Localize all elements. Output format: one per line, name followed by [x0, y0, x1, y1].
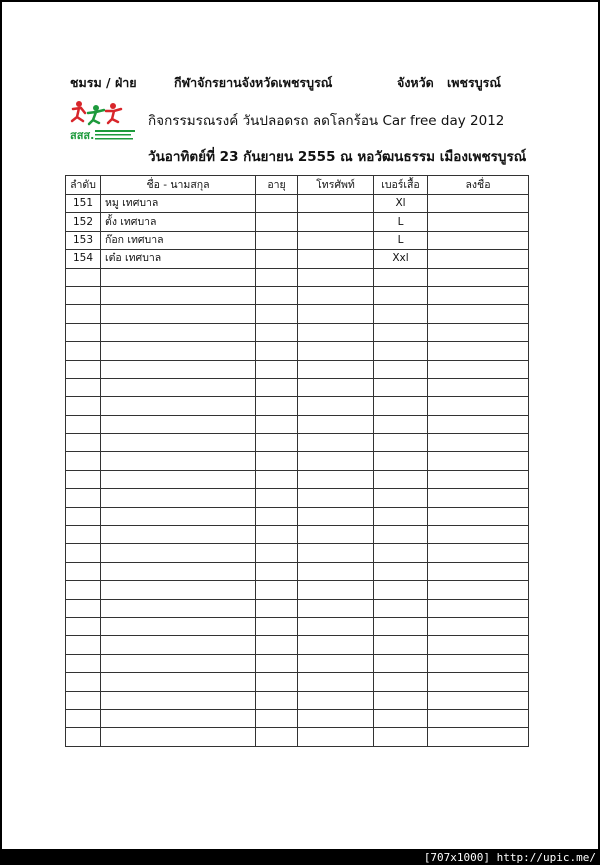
empty-cell — [374, 286, 428, 304]
empty-cell — [298, 452, 374, 470]
empty-cell — [374, 360, 428, 378]
empty-cell — [66, 323, 101, 341]
empty-cell — [66, 599, 101, 617]
empty-cell — [101, 305, 256, 323]
activity-title: กิจกรรมรณรงค์ วันปลอดรถ ลดโลกร้อน Car free day 2012 — [148, 113, 505, 129]
empty-cell — [428, 526, 529, 544]
empty-cell — [66, 581, 101, 599]
empty-cell — [374, 378, 428, 396]
empty-cell — [256, 709, 298, 727]
empty-cell — [298, 544, 374, 562]
empty-cell — [428, 323, 529, 341]
empty-cell — [428, 305, 529, 323]
empty-cell — [374, 507, 428, 525]
row-age — [256, 250, 298, 268]
empty-cell — [298, 470, 374, 488]
empty-cell — [374, 268, 428, 286]
empty-cell — [66, 544, 101, 562]
empty-cell — [428, 342, 529, 360]
empty-cell — [101, 268, 256, 286]
empty-cell — [298, 709, 374, 727]
empty-cell — [374, 562, 428, 580]
province-value: เพชรบูรณ์ — [447, 75, 501, 90]
empty-cell — [101, 342, 256, 360]
empty-cell — [101, 286, 256, 304]
empty-row — [66, 268, 529, 286]
empty-cell — [256, 654, 298, 672]
empty-cell — [101, 489, 256, 507]
empty-row — [66, 562, 529, 580]
empty-cell — [374, 526, 428, 544]
empty-cell — [374, 636, 428, 654]
table-header-row — [66, 176, 529, 195]
empty-row — [66, 507, 529, 525]
empty-cell — [256, 636, 298, 654]
empty-cell — [66, 268, 101, 286]
empty-cell — [101, 617, 256, 635]
empty-cell — [374, 397, 428, 415]
empty-cell — [256, 342, 298, 360]
col-header-phone: โทรศัพท์ — [298, 176, 374, 195]
empty-cell — [298, 323, 374, 341]
empty-cell — [374, 470, 428, 488]
svg-text:สสส.: สสส. — [70, 129, 95, 142]
empty-row — [66, 544, 529, 562]
empty-row — [66, 286, 529, 304]
empty-row — [66, 470, 529, 488]
empty-cell — [66, 636, 101, 654]
empty-cell — [428, 599, 529, 617]
empty-cell — [101, 654, 256, 672]
empty-cell — [101, 397, 256, 415]
empty-cell — [256, 489, 298, 507]
empty-cell — [66, 728, 101, 746]
empty-cell — [298, 673, 374, 691]
empty-cell — [66, 526, 101, 544]
registration-table — [65, 175, 529, 747]
empty-cell — [101, 323, 256, 341]
empty-cell — [298, 397, 374, 415]
empty-cell — [428, 360, 529, 378]
row-shirt-size: Xxl — [374, 250, 428, 268]
table-row — [66, 213, 529, 231]
empty-cell — [428, 673, 529, 691]
row-shirt-size: Xl — [374, 195, 428, 213]
empty-cell — [101, 415, 256, 433]
empty-cell — [298, 691, 374, 709]
empty-cell — [298, 617, 374, 635]
empty-cell — [298, 305, 374, 323]
empty-cell — [298, 434, 374, 452]
empty-cell — [298, 636, 374, 654]
empty-cell — [298, 581, 374, 599]
empty-cell — [66, 378, 101, 396]
row-age — [256, 231, 298, 249]
empty-cell — [428, 709, 529, 727]
row-shirt-size: L — [374, 231, 428, 249]
table-row — [66, 231, 529, 249]
empty-row — [66, 378, 529, 396]
club-value: กีฬาจักรยานจังหวัดเพชรบูรณ์ — [174, 75, 333, 90]
empty-cell — [298, 378, 374, 396]
empty-row — [66, 599, 529, 617]
event-date-venue: วันอาทิตย์ที่ 23 กันยายน 2555 ณ หอวัฒนธรรม เมืองเพชรบูรณ์ — [148, 149, 527, 165]
empty-cell — [428, 728, 529, 746]
club-label: ชมรม / ฝ่าย — [70, 75, 137, 90]
empty-cell — [374, 323, 428, 341]
empty-cell — [66, 709, 101, 727]
row-shirt-size: L — [374, 213, 428, 231]
empty-cell — [428, 452, 529, 470]
empty-cell — [298, 728, 374, 746]
row-signature — [428, 250, 529, 268]
empty-cell — [101, 581, 256, 599]
row-phone — [298, 195, 374, 213]
row-signature — [428, 195, 529, 213]
empty-cell — [428, 544, 529, 562]
empty-cell — [428, 636, 529, 654]
empty-cell — [256, 452, 298, 470]
empty-cell — [101, 691, 256, 709]
empty-cell — [428, 562, 529, 580]
empty-cell — [66, 562, 101, 580]
empty-row — [66, 691, 529, 709]
table-row — [66, 250, 529, 268]
empty-row — [66, 434, 529, 452]
empty-cell — [298, 415, 374, 433]
empty-row — [66, 636, 529, 654]
empty-row — [66, 360, 529, 378]
empty-cell — [101, 562, 256, 580]
empty-row — [66, 526, 529, 544]
empty-cell — [256, 526, 298, 544]
row-age — [256, 213, 298, 231]
empty-cell — [428, 397, 529, 415]
empty-cell — [374, 691, 428, 709]
empty-row — [66, 617, 529, 635]
empty-row — [66, 673, 529, 691]
empty-cell — [256, 691, 298, 709]
empty-cell — [428, 434, 529, 452]
empty-cell — [298, 599, 374, 617]
empty-cell — [101, 470, 256, 488]
empty-row — [66, 581, 529, 599]
row-no: 151 — [66, 195, 101, 213]
col-header-no: ลำดับ — [66, 176, 101, 195]
row-signature — [428, 213, 529, 231]
empty-cell — [374, 452, 428, 470]
empty-cell — [374, 305, 428, 323]
col-header-age: อายุ — [256, 176, 298, 195]
empty-row — [66, 305, 529, 323]
empty-cell — [101, 434, 256, 452]
col-header-name: ชื่อ - นามสกุล — [101, 176, 256, 195]
empty-row — [66, 323, 529, 341]
empty-cell — [428, 415, 529, 433]
empty-cell — [101, 378, 256, 396]
empty-cell — [298, 654, 374, 672]
empty-cell — [66, 691, 101, 709]
empty-cell — [428, 691, 529, 709]
empty-cell — [374, 654, 428, 672]
empty-cell — [256, 323, 298, 341]
empty-cell — [256, 378, 298, 396]
empty-cell — [256, 397, 298, 415]
empty-cell — [66, 507, 101, 525]
empty-cell — [66, 286, 101, 304]
empty-cell — [374, 617, 428, 635]
empty-cell — [101, 544, 256, 562]
empty-cell — [101, 526, 256, 544]
empty-cell — [256, 305, 298, 323]
row-phone — [298, 231, 374, 249]
empty-cell — [256, 470, 298, 488]
empty-cell — [298, 526, 374, 544]
empty-cell — [428, 489, 529, 507]
empty-cell — [66, 305, 101, 323]
empty-cell — [101, 599, 256, 617]
empty-cell — [66, 342, 101, 360]
empty-cell — [256, 581, 298, 599]
empty-cell — [374, 709, 428, 727]
empty-cell — [374, 599, 428, 617]
empty-cell — [101, 636, 256, 654]
empty-cell — [298, 562, 374, 580]
row-age — [256, 195, 298, 213]
empty-cell — [101, 673, 256, 691]
document-page — [2, 2, 598, 849]
empty-cell — [428, 268, 529, 286]
empty-row — [66, 342, 529, 360]
empty-cell — [428, 617, 529, 635]
empty-cell — [101, 507, 256, 525]
empty-row — [66, 489, 529, 507]
empty-cell — [101, 728, 256, 746]
empty-cell — [428, 378, 529, 396]
empty-cell — [374, 673, 428, 691]
row-no: 154 — [66, 250, 101, 268]
empty-cell — [374, 434, 428, 452]
empty-cell — [428, 581, 529, 599]
empty-cell — [256, 617, 298, 635]
empty-cell — [374, 342, 428, 360]
empty-cell — [298, 489, 374, 507]
empty-cell — [66, 360, 101, 378]
row-name: เต๋อ เทศบาล — [101, 250, 256, 268]
empty-cell — [66, 415, 101, 433]
empty-cell — [298, 268, 374, 286]
empty-cell — [256, 268, 298, 286]
empty-row — [66, 452, 529, 470]
empty-cell — [428, 470, 529, 488]
row-no: 153 — [66, 231, 101, 249]
row-name: ก๊อก เทศบาล — [101, 231, 256, 249]
empty-cell — [256, 599, 298, 617]
empty-cell — [428, 507, 529, 525]
empty-cell — [66, 617, 101, 635]
empty-cell — [256, 507, 298, 525]
col-header-shirt-size: เบอร์เสื้อ — [374, 176, 428, 195]
empty-cell — [256, 673, 298, 691]
empty-cell — [256, 286, 298, 304]
empty-cell — [374, 489, 428, 507]
empty-cell — [256, 544, 298, 562]
row-no: 152 — [66, 213, 101, 231]
empty-cell — [66, 654, 101, 672]
col-header-signature: ลงชื่อ — [428, 176, 529, 195]
empty-cell — [428, 286, 529, 304]
empty-cell — [256, 434, 298, 452]
row-phone — [298, 213, 374, 231]
empty-cell — [101, 360, 256, 378]
empty-cell — [298, 286, 374, 304]
empty-cell — [256, 415, 298, 433]
empty-cell — [66, 397, 101, 415]
empty-cell — [298, 360, 374, 378]
empty-cell — [66, 452, 101, 470]
empty-cell — [101, 452, 256, 470]
table-row — [66, 195, 529, 213]
empty-cell — [66, 434, 101, 452]
source-watermark: [707x1000] http://upic.me/ — [423, 851, 596, 864]
empty-cell — [298, 342, 374, 360]
empty-cell — [374, 581, 428, 599]
empty-cell — [101, 709, 256, 727]
empty-cell — [256, 360, 298, 378]
empty-cell — [374, 544, 428, 562]
empty-cell — [66, 470, 101, 488]
province-label: จังหวัด — [397, 75, 434, 90]
row-name: ตั้ง เทศบาล — [101, 213, 256, 231]
empty-cell — [428, 654, 529, 672]
empty-cell — [66, 673, 101, 691]
row-signature — [428, 231, 529, 249]
thaihealth-logo — [69, 99, 137, 145]
empty-row — [66, 728, 529, 746]
empty-row — [66, 654, 529, 672]
row-name: หมู เทศบาล — [101, 195, 256, 213]
empty-cell — [256, 562, 298, 580]
empty-row — [66, 397, 529, 415]
empty-row — [66, 709, 529, 727]
row-phone — [298, 250, 374, 268]
empty-cell — [256, 728, 298, 746]
empty-cell — [66, 489, 101, 507]
empty-cell — [374, 415, 428, 433]
empty-row — [66, 415, 529, 433]
empty-cell — [298, 507, 374, 525]
empty-cell — [374, 728, 428, 746]
